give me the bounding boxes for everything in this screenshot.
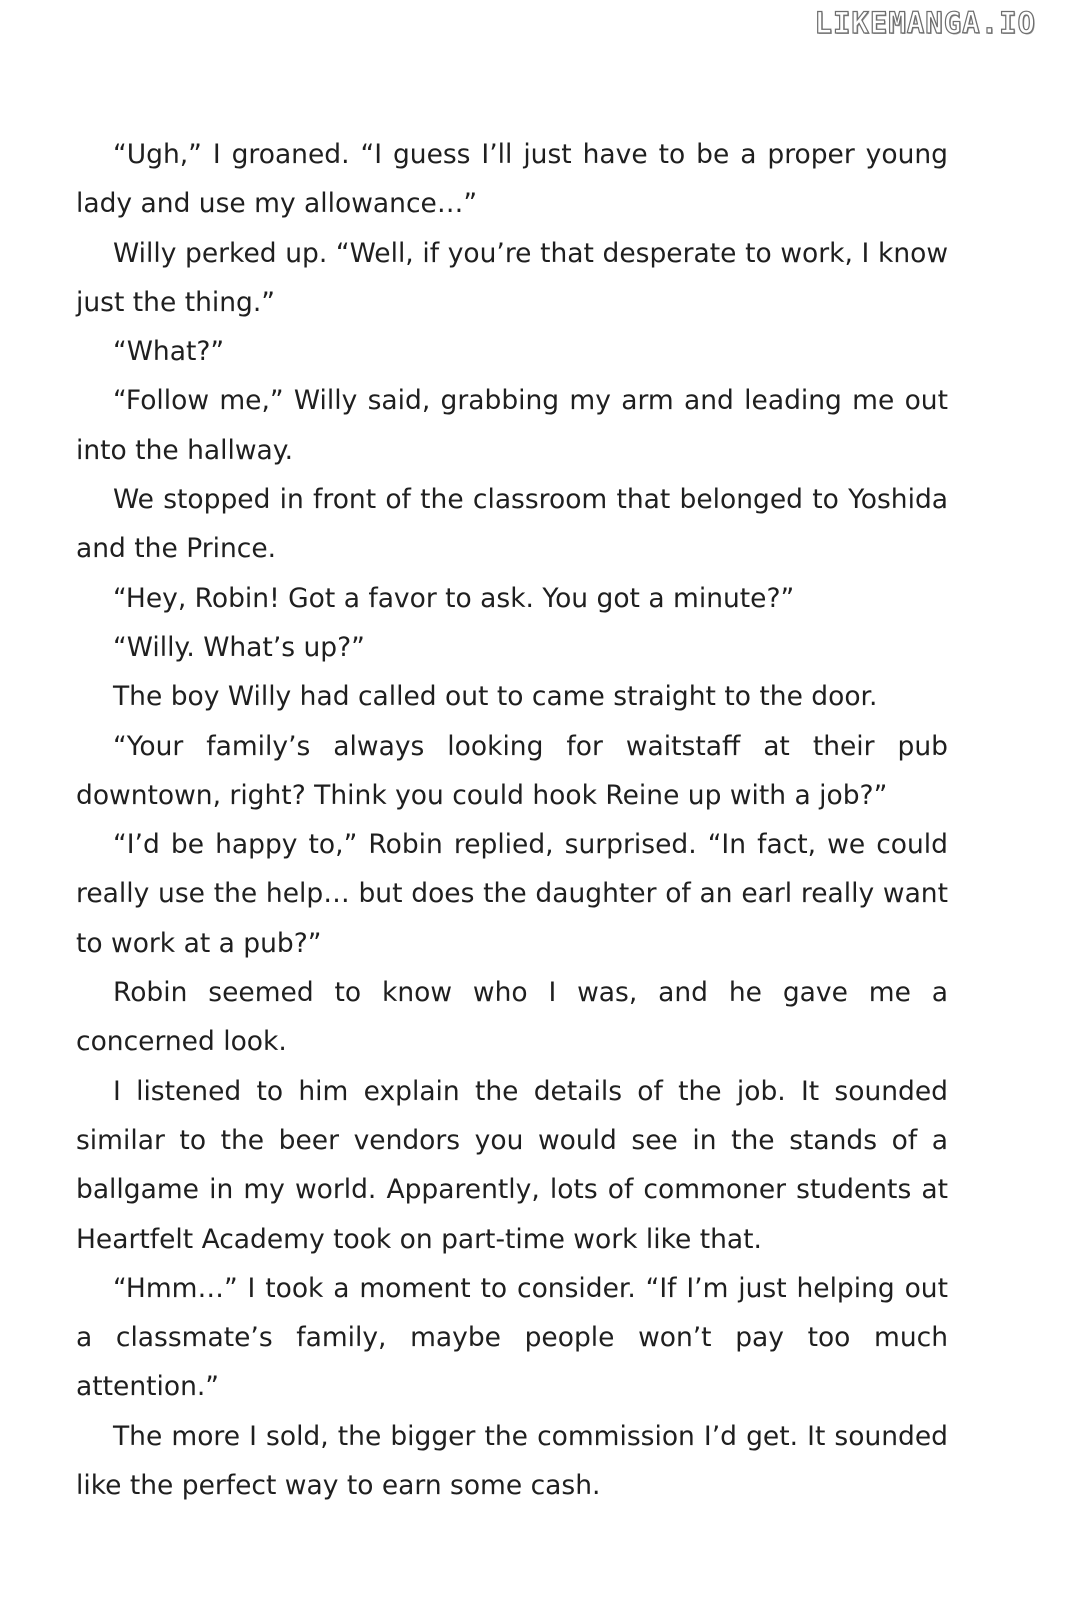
- paragraph: The more I sold, the bigger the commission I’d get. It sounded like the perfect way to earn some cash.: [76, 1420, 948, 1502]
- paragraph: “What?”: [113, 336, 225, 368]
- paragraph: We stopped in front of the classroom that belonged to Yoshida and the Prince.: [76, 484, 948, 565]
- paragraph: I listened to him explain the details of the job. It sounded similar to the beer vendors you would see in the stands of a ballgame in my world. Apparently, lots of commoner students at Heartfelt Academy took on part-time work like that.: [76, 1075, 948, 1255]
- paragraph: The boy Willy had called out to came straight to the door.: [113, 681, 878, 713]
- paragraph: “Hey, Robin! Got a favor to ask. You got a minute?”: [113, 582, 795, 614]
- paragraph: “I’d be happy to,” Robin replied, surprised. “In fact, we could really use the help… but does the daughter of an earl really want to work at a pub?”: [76, 829, 948, 959]
- page-body-text: [76, 130, 948, 1510]
- paragraph: “Ugh,” I groaned. “I guess I’ll just have to be a proper young lady and use my allowance…”: [76, 139, 948, 220]
- paragraph: Robin seemed to know who I was, and he gave me a concerned look.: [76, 977, 948, 1058]
- paragraph: “Willy. What’s up?”: [113, 631, 365, 663]
- watermark-logo: LIKEMANGA.IO: [814, 6, 1036, 40]
- paragraph: Willy perked up. “Well, if you’re that desperate to work, I know just the thing.”: [76, 237, 948, 318]
- paragraph: “Your family’s always looking for waitstaff at their pub downtown, right? Think you could hook Reine up with a job?”: [76, 730, 948, 811]
- paragraph: “Follow me,” Willy said, grabbing my arm and leading me out into the hallway.: [76, 385, 948, 466]
- paragraph: “Hmm…” I took a moment to consider. “If I’m just helping out a classmate’s family, maybe people won’t pay too much attention.”: [76, 1272, 948, 1403]
